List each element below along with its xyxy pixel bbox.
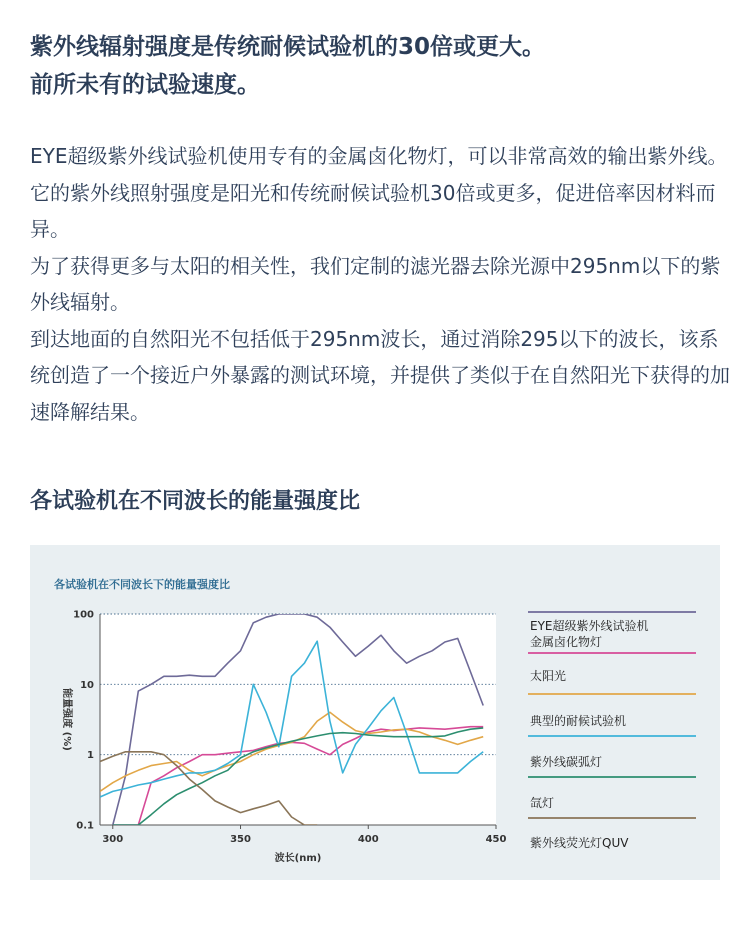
paragraph: 到达地面的自然阳光不包括低于295nm波长，通过消除295以下的波长，该系统创造了一个接近户外暴露的测试环境，并提供了类似于在自然阳光下获得的加速降解结果。	[30, 326, 730, 424]
paragraph: EYE超级紫外线试验机使用专有的金属卤化物灯，可以非常高效的输出紫外线。	[30, 144, 728, 168]
section-title: 各试验机在不同波长的能量强度比	[30, 489, 361, 514]
y-tick-label: 100	[73, 609, 94, 621]
plot-area	[100, 614, 496, 825]
paragraph: 为了获得更多与太阳的相关性，我们定制的滤光器去除光源中295nm以下的紫外线辐射。	[30, 253, 721, 314]
legend-label: 典型的耐候试验机	[530, 714, 627, 728]
headline	[30, 28, 730, 104]
legend-label: 氙灯	[530, 796, 555, 810]
x-tick-label: 450	[485, 834, 507, 845]
y-axis-label: 能量强度 (%)	[61, 688, 72, 751]
y-tick-label: 1	[87, 750, 94, 762]
chart-title: 各试验机在不同波长下的能量强度比	[54, 578, 230, 591]
legend-label: 紫外线荧光灯QUV	[530, 836, 629, 850]
body-text	[30, 138, 730, 430]
y-tick-label: 10	[80, 679, 94, 691]
headline-line-1: 紫外线辐射强度是传统耐候试验机的30倍或更大。	[30, 34, 546, 60]
paragraph: 它的紫外线照射强度是阳光和传统耐候试验机30倍或更多，促进倍率因材料而异。	[30, 180, 716, 241]
chart-figure	[30, 545, 720, 880]
y-tick-label: 0.1	[76, 820, 94, 832]
headline-line-2: 前所未有的试验速度。	[30, 72, 260, 98]
x-tick-label: 300	[102, 834, 124, 845]
legend-label: 金属卤化物灯	[530, 635, 603, 649]
energy-intensity-chart	[30, 545, 720, 880]
x-tick-label: 350	[230, 834, 251, 845]
legend-label: 太阳光	[530, 669, 567, 683]
x-tick-label: 400	[357, 834, 379, 845]
legend-label: 紫外线碳弧灯	[530, 755, 603, 769]
legend-label: EYE超级紫外线试验机	[530, 619, 649, 633]
x-axis-label: 波长(nm)	[274, 853, 322, 864]
